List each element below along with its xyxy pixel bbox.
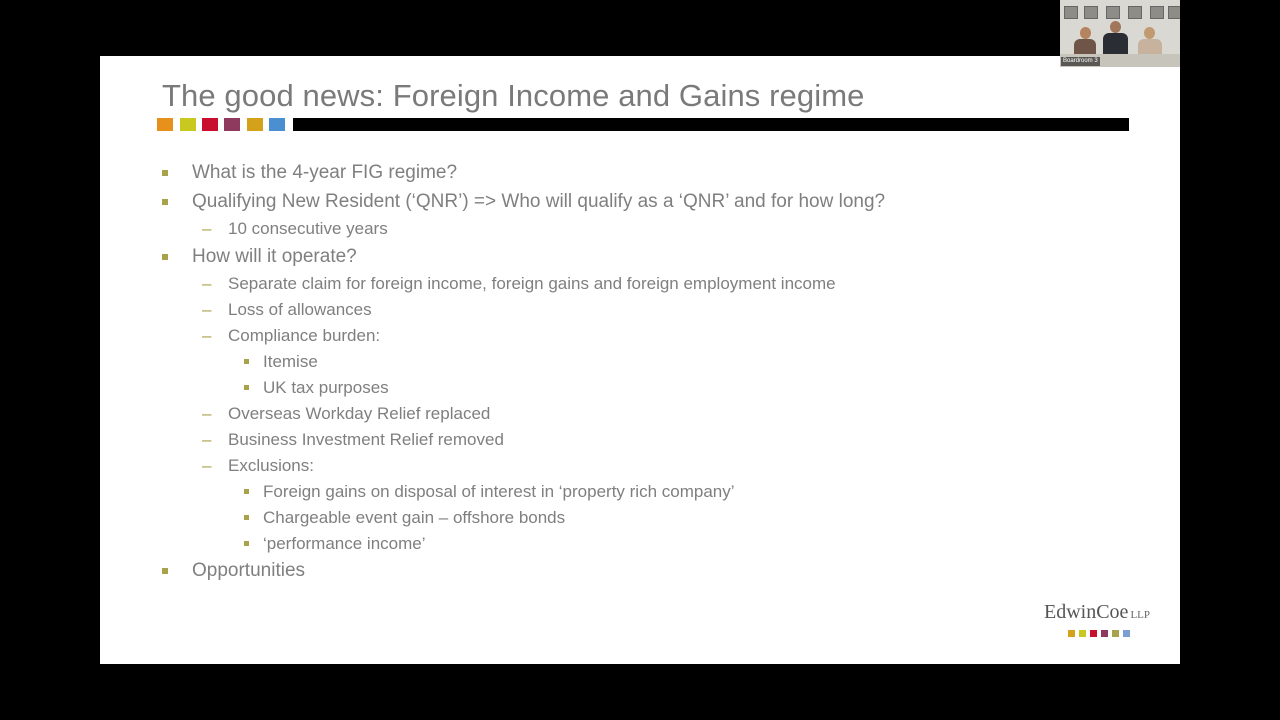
- wall-frame: [1150, 6, 1164, 19]
- sub-sub-bullet-text: Chargeable event gain – offshore bonds: [263, 508, 566, 527]
- dash-icon: –: [202, 404, 212, 423]
- sub-sub-bullet-text: Itemise: [263, 352, 318, 371]
- wall-frame: [1064, 6, 1078, 19]
- small-square-icon: [244, 489, 249, 494]
- dash-icon: –: [202, 326, 212, 345]
- slide-title: The good news: Foreign Income and Gains regime: [162, 78, 865, 113]
- bullet-square-icon: [162, 568, 168, 574]
- bullet-text: Qualifying New Resident (‘QNR’) => Who will qualify as a ‘QNR’ and for how long?: [192, 191, 886, 212]
- wall-frame: [1084, 6, 1098, 19]
- sub-bullet-text: 10 consecutive years: [228, 219, 388, 238]
- sub-bullet-text: Business Investment Relief removed: [228, 430, 504, 449]
- wall-frame: [1168, 6, 1180, 19]
- small-square-icon: [244, 515, 249, 520]
- sub-sub-bullet-text: UK tax purposes: [263, 378, 389, 397]
- dash-icon: –: [202, 300, 212, 319]
- title-rule: [293, 118, 1129, 131]
- sub-bullet-text: Compliance burden:: [228, 326, 381, 345]
- participant-figure: [1110, 21, 1121, 33]
- participant-figure: [1144, 27, 1155, 39]
- dash-icon: –: [202, 219, 212, 238]
- wall-frame: [1128, 6, 1142, 19]
- participant-figure: [1074, 39, 1096, 55]
- accent-square-plum: [224, 118, 240, 131]
- logo-name: EdwinCoe: [1044, 601, 1129, 623]
- sub-bullet-text: Loss of allowances: [228, 300, 372, 319]
- participant-label: Boardroom 3: [1063, 58, 1098, 64]
- logo-square-lime: [1079, 630, 1086, 637]
- participant-figure: [1103, 33, 1128, 55]
- accent-square-gold: [247, 118, 263, 131]
- bullet-square-icon: [162, 254, 168, 260]
- wall-frame: [1106, 6, 1120, 19]
- bullet-text: Opportunities: [192, 560, 306, 581]
- dash-icon: –: [202, 456, 212, 475]
- logo-square-red: [1090, 630, 1097, 637]
- participant-figure: [1080, 27, 1091, 39]
- logo-square-olive: [1112, 630, 1119, 637]
- sub-bullet-text: Overseas Workday Relief replaced: [228, 404, 491, 423]
- logo-square-plum: [1101, 630, 1108, 637]
- bullet-square-icon: [162, 170, 168, 176]
- participant-video-thumbnail[interactable]: [1060, 0, 1180, 67]
- bullet-text: How will it operate?: [192, 246, 357, 267]
- logo-square-gold: [1068, 630, 1075, 637]
- dash-icon: –: [202, 274, 212, 293]
- edwincoe-logo: [1044, 601, 1164, 641]
- small-square-icon: [244, 541, 249, 546]
- slide: [100, 56, 1180, 664]
- logo-square-blue: [1123, 630, 1130, 637]
- sub-bullet-text: Exclusions:: [228, 456, 314, 475]
- sub-sub-bullet-text: ‘performance income’: [263, 534, 426, 553]
- participant-figure: [1138, 39, 1162, 55]
- sub-bullet-text: Separate claim for foreign income, foreign gains and foreign employment income: [228, 274, 836, 293]
- bullet-square-icon: [162, 199, 168, 205]
- small-square-icon: [244, 359, 249, 364]
- accent-square-orange: [157, 118, 173, 131]
- logo-suffix: LLP: [1130, 609, 1150, 621]
- dash-icon: –: [202, 430, 212, 449]
- accent-square-blue: [269, 118, 285, 131]
- accent-square-red: [202, 118, 218, 131]
- small-square-icon: [244, 385, 249, 390]
- bullet-text: What is the 4-year FIG regime?: [192, 162, 458, 183]
- accent-square-lime: [180, 118, 196, 131]
- logo-wordmark: [1044, 601, 1150, 624]
- sub-sub-bullet-text: Foreign gains on disposal of interest in ‘property rich company’: [263, 482, 735, 501]
